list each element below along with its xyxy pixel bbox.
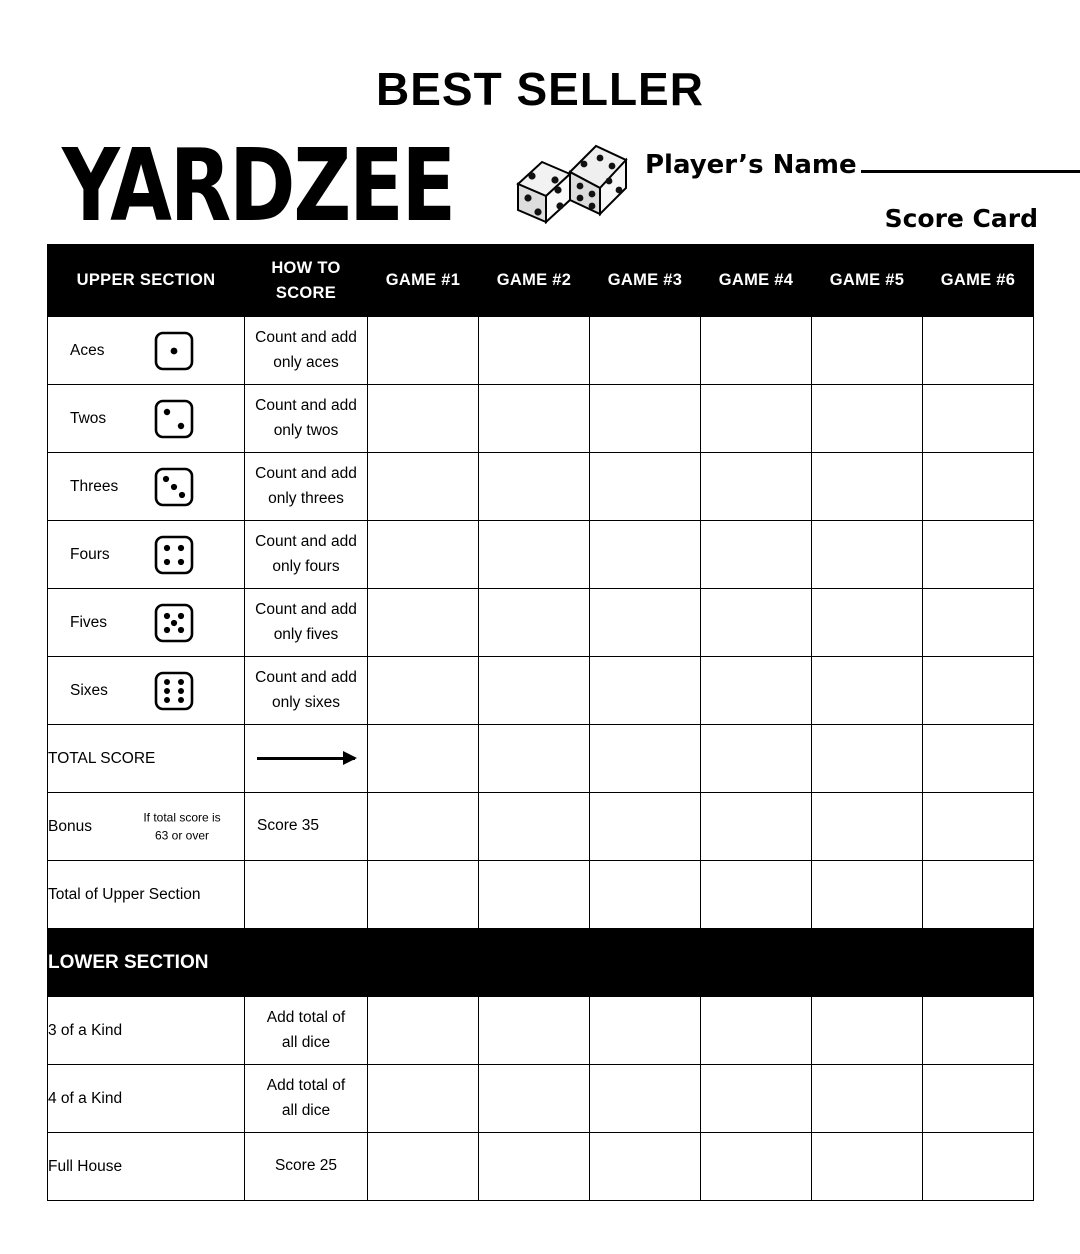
bonus-subtext-line2: 63 or over — [154, 828, 210, 843]
two-dice-icon — [508, 128, 638, 228]
score-cell-full-house-game-5[interactable] — [812, 1133, 923, 1201]
score-cell-fives-game-5[interactable] — [812, 589, 923, 657]
score-cell-aces-game-2[interactable] — [479, 317, 590, 385]
score-cell-aces-game-4[interactable] — [701, 317, 812, 385]
how-line-1: Count and add — [255, 465, 357, 483]
how-to-score-3-of-a-kind — [245, 997, 368, 1065]
score-cell-4-of-a-kind-game-4[interactable] — [701, 1065, 812, 1133]
score-cell-total-score-game-4[interactable] — [701, 725, 812, 793]
score-cell-total-upper-game-6[interactable] — [923, 861, 1034, 929]
best-seller-banner: BEST SELLER — [376, 63, 704, 115]
score-cell-fives-game-6[interactable] — [923, 589, 1034, 657]
how-to-score-sixes — [245, 657, 368, 725]
how-line-2: only fours — [272, 557, 340, 575]
table-row — [48, 861, 1034, 929]
score-cell-aces-game-1[interactable] — [368, 317, 479, 385]
score-cell-3-of-a-kind-game-3[interactable] — [590, 997, 701, 1065]
table-row — [48, 997, 1034, 1065]
players-name-blank-line[interactable] — [861, 153, 1080, 173]
score-cell-threes-game-2[interactable] — [479, 453, 590, 521]
bonus-subtext — [126, 808, 238, 845]
score-cell-fours-game-5[interactable] — [812, 521, 923, 589]
score-cell-4-of-a-kind-game-3[interactable] — [590, 1065, 701, 1133]
how-to-score-line2: SCORE — [275, 283, 337, 302]
row-label-total-score: TOTAL SCORE — [48, 725, 245, 793]
score-cell-fours-game-4[interactable] — [701, 521, 812, 589]
score-cell-threes-game-3[interactable] — [590, 453, 701, 521]
score-cell-bonus-game-6[interactable] — [923, 793, 1034, 861]
score-cell-3-of-a-kind-game-2[interactable] — [479, 997, 590, 1065]
how-line-1: Add total of — [266, 1077, 346, 1095]
row-label-text: Twos — [70, 409, 107, 427]
score-cell-3-of-a-kind-game-4[interactable] — [701, 997, 812, 1065]
bonus-subtext-line1: If total score is — [143, 809, 221, 824]
how-line-1: Count and add — [255, 329, 357, 347]
score-cell-twos-game-2[interactable] — [479, 385, 590, 453]
row-label-text: Aces — [70, 341, 105, 359]
row-label-sixes — [48, 657, 245, 725]
score-cell-full-house-game-4[interactable] — [701, 1133, 812, 1201]
yardzee-logo: YARDZEE — [62, 128, 454, 245]
row-label-full-house: Full House — [48, 1133, 245, 1201]
row-label-bonus — [48, 793, 245, 861]
score-cell-sixes-game-3[interactable] — [590, 657, 701, 725]
row-label-fives — [48, 589, 245, 657]
score-cell-fours-game-1[interactable] — [368, 521, 479, 589]
score-cell-threes-game-6[interactable] — [923, 453, 1034, 521]
players-name-label: Player’s Name — [645, 150, 857, 180]
score-cell-sixes-game-2[interactable] — [479, 657, 590, 725]
column-header-how-to-score — [245, 245, 368, 317]
score-cell-total-upper-game-2[interactable] — [479, 861, 590, 929]
column-header-game-4: GAME #4 — [701, 245, 812, 317]
column-header-game-3: GAME #3 — [590, 245, 701, 317]
score-cell-fours-game-6[interactable] — [923, 521, 1034, 589]
score-cell-threes-game-4[interactable] — [701, 453, 812, 521]
score-cell-full-house-game-1[interactable] — [368, 1133, 479, 1201]
how-line-1: Count and add — [255, 601, 357, 619]
table-row — [48, 725, 1034, 793]
table-row — [48, 793, 1034, 861]
column-header-game-1: GAME #1 — [368, 245, 479, 317]
score-cell-bonus-game-4[interactable] — [701, 793, 812, 861]
lower-section-banner: LOWER SECTION — [48, 929, 1034, 997]
how-to-score-threes — [245, 453, 368, 521]
row-label-3-of-a-kind: 3 of a Kind — [48, 997, 245, 1065]
score-cell-fives-game-3[interactable] — [590, 589, 701, 657]
how-to-score-twos — [245, 385, 368, 453]
how-line-2: only fives — [273, 625, 339, 643]
score-cell-sixes-game-6[interactable] — [923, 657, 1034, 725]
score-cell-4-of-a-kind-game-2[interactable] — [479, 1065, 590, 1133]
how-to-score-full-house: Score 25 — [245, 1133, 368, 1201]
how-line-1: Count and add — [255, 669, 357, 687]
score-cell-fours-game-3[interactable] — [590, 521, 701, 589]
how-to-score-fives — [245, 589, 368, 657]
table-row — [48, 453, 1034, 521]
how-line-1: Count and add — [255, 533, 357, 551]
score-cell-fours-game-2[interactable] — [479, 521, 590, 589]
score-cell-twos-game-3[interactable] — [590, 385, 701, 453]
how-to-score-4-of-a-kind — [245, 1065, 368, 1133]
score-cell-4-of-a-kind-game-5[interactable] — [812, 1065, 923, 1133]
table-row — [48, 589, 1034, 657]
score-cell-twos-game-1[interactable] — [368, 385, 479, 453]
score-cell-total-score-game-1[interactable] — [368, 725, 479, 793]
score-cell-fives-game-2[interactable] — [479, 589, 590, 657]
score-cell-fives-game-4[interactable] — [701, 589, 812, 657]
row-label-text: Fives — [70, 613, 108, 631]
score-cell-total-score-game-5[interactable] — [812, 725, 923, 793]
die-face-6-icon — [154, 671, 194, 711]
how-to-score-aces — [245, 317, 368, 385]
row-label-text: Threes — [70, 477, 119, 495]
die-face-5-icon — [154, 603, 194, 643]
title-row — [0, 126, 1080, 245]
score-cell-bonus-game-1[interactable] — [368, 793, 479, 861]
column-header-game-5: GAME #5 — [812, 245, 923, 317]
score-cell-3-of-a-kind-game-1[interactable] — [368, 997, 479, 1065]
score-card-sheet — [47, 244, 1033, 1201]
score-table — [47, 244, 1034, 1201]
score-cell-bonus-game-3[interactable] — [590, 793, 701, 861]
row-label-total-upper-section: Total of Upper Section — [48, 861, 245, 929]
how-line-2: all dice — [281, 1101, 331, 1119]
score-cell-total-score-game-6[interactable] — [923, 725, 1034, 793]
score-cell-total-upper-game-1[interactable] — [368, 861, 479, 929]
how-to-score-total-upper-section — [245, 861, 368, 929]
row-label-twos — [48, 385, 245, 453]
score-cell-bonus-game-2[interactable] — [479, 793, 590, 861]
score-cell-4-of-a-kind-game-6[interactable] — [923, 1065, 1034, 1133]
how-to-score-bonus: Score 35 — [245, 793, 368, 861]
how-line-2: all dice — [281, 1033, 331, 1051]
table-header — [48, 245, 1034, 317]
score-cell-fives-game-1[interactable] — [368, 589, 479, 657]
score-cell-4-of-a-kind-game-1[interactable] — [368, 1065, 479, 1133]
how-line-1: Count and add — [255, 397, 357, 415]
how-line-2: only twos — [273, 421, 339, 439]
how-to-score-line1: HOW TO — [271, 258, 341, 277]
table-row — [48, 317, 1034, 385]
how-to-score-fours — [245, 521, 368, 589]
arrow-right-icon — [245, 725, 368, 793]
score-cell-full-house-game-2[interactable] — [479, 1133, 590, 1201]
row-label-text: Fours — [70, 545, 110, 563]
score-cell-bonus-game-5[interactable] — [812, 793, 923, 861]
how-line-1: Add total of — [266, 1009, 346, 1027]
score-cell-aces-game-3[interactable] — [590, 317, 701, 385]
how-line-2: only threes — [268, 489, 344, 507]
row-label-threes — [48, 453, 245, 521]
score-cell-total-score-game-3[interactable] — [590, 725, 701, 793]
score-cell-sixes-game-4[interactable] — [701, 657, 812, 725]
score-cell-total-upper-game-3[interactable] — [590, 861, 701, 929]
table-row — [48, 1065, 1034, 1133]
row-label-4-of-a-kind: 4 of a Kind — [48, 1065, 245, 1133]
column-header-upper-section: UPPER SECTION — [48, 245, 245, 317]
row-label-text: Bonus — [48, 817, 92, 835]
die-face-3-icon — [154, 467, 194, 507]
lower-section-banner-row — [48, 929, 1034, 997]
score-cell-sixes-game-1[interactable] — [368, 657, 479, 725]
score-cell-twos-game-6[interactable] — [923, 385, 1034, 453]
table-body — [48, 317, 1034, 1201]
table-row — [48, 657, 1034, 725]
score-cell-aces-game-5[interactable] — [812, 317, 923, 385]
score-cell-total-score-game-2[interactable] — [479, 725, 590, 793]
column-header-game-6: GAME #6 — [923, 245, 1034, 317]
how-line-2: only sixes — [271, 693, 341, 711]
score-cell-threes-game-5[interactable] — [812, 453, 923, 521]
score-cell-sixes-game-5[interactable] — [812, 657, 923, 725]
score-cell-3-of-a-kind-game-6[interactable] — [923, 997, 1034, 1065]
score-cell-3-of-a-kind-game-5[interactable] — [812, 997, 923, 1065]
row-label-text: Sixes — [70, 681, 108, 699]
how-line-2: only aces — [273, 353, 339, 371]
die-face-4-icon — [154, 535, 194, 575]
score-card-label: Score Card — [884, 204, 1038, 233]
table-row — [48, 521, 1034, 589]
score-cell-twos-game-4[interactable] — [701, 385, 812, 453]
players-name-field[interactable] — [645, 150, 1080, 180]
die-face-1-icon — [154, 331, 194, 371]
column-header-game-2: GAME #2 — [479, 245, 590, 317]
score-cell-full-house-game-3[interactable] — [590, 1133, 701, 1201]
table-row — [48, 1133, 1034, 1201]
score-cell-twos-game-5[interactable] — [812, 385, 923, 453]
score-cell-full-house-game-6[interactable] — [923, 1133, 1034, 1201]
row-label-aces — [48, 317, 245, 385]
score-cell-threes-game-1[interactable] — [368, 453, 479, 521]
score-cell-aces-game-6[interactable] — [923, 317, 1034, 385]
die-face-2-icon — [154, 399, 194, 439]
row-label-fours — [48, 521, 245, 589]
table-row — [48, 385, 1034, 453]
score-cell-total-upper-game-5[interactable] — [812, 861, 923, 929]
score-cell-total-upper-game-4[interactable] — [701, 861, 812, 929]
